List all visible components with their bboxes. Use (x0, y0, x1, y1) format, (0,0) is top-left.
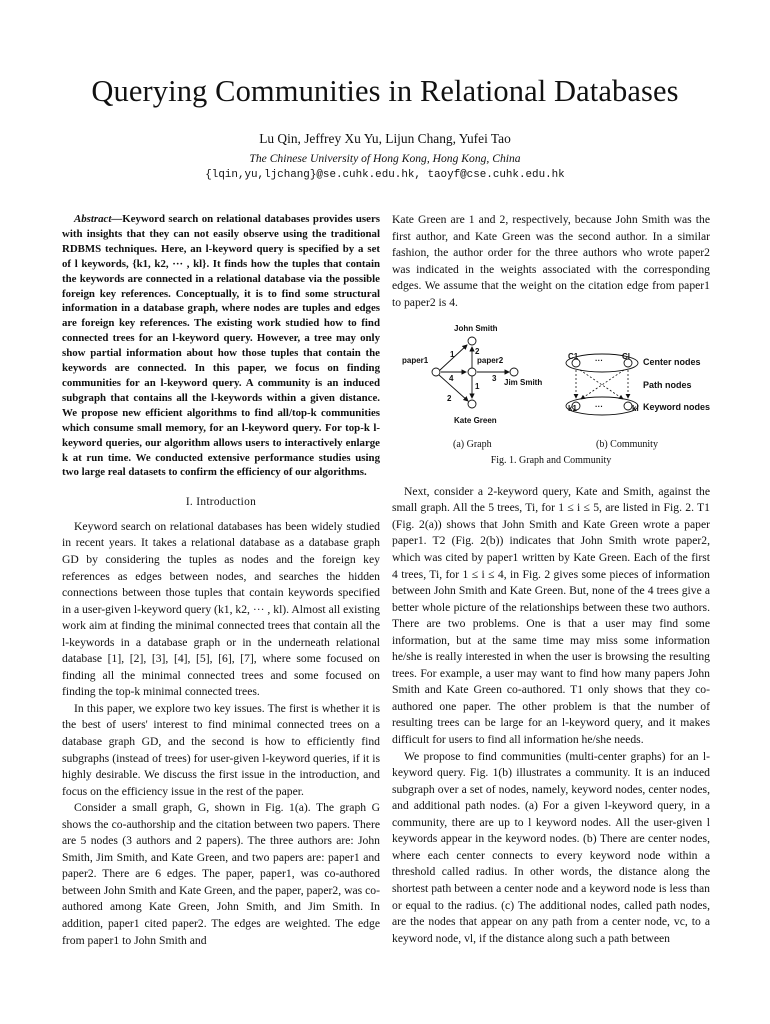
subcaption-a: (a) Graph (453, 439, 492, 451)
community-b (566, 352, 710, 415)
node-kl (624, 402, 632, 410)
legend-center-nodes: Center nodes (643, 357, 701, 368)
subcaption-b: (b) Community (596, 439, 658, 451)
label-kate: Kate Green (454, 416, 497, 426)
label-kl: kl (632, 404, 639, 414)
figure-1-graphic (392, 319, 710, 437)
paragraph: In this paper, we explore two key issues. The first is whether it is the best of users' interest to find minimal connected trees on a database graph GD, and the second is how to efficiently find subgraphs (instead of trees) for user-given l-keyword queries, if it is highly desirable. We discuss the first issue in the introduction, and focus on the efficiency issue in the rest of the paper. (62, 701, 380, 798)
weight-paper2-jim: 3 (492, 374, 497, 384)
label-paper2: paper2 (477, 356, 504, 366)
label-cdots: ··· (595, 356, 603, 366)
abstract-lead: Abstract— (74, 213, 123, 225)
path-cl-k1 (581, 370, 624, 399)
paragraph: Keyword search on relational databases has been widely studied in recent years. It takes a relational database as a database graph GD by considering the tuples as nodes and the foreign key references as edges between nodes, and searches the hidden connections between those tuples that contain keywords specified in a user-given l-keyword query (k1, k2, ··· , kl). Almost all existing work aim at finding the minimal connected trees that contain all the l-keywords in a database graph or in the underneath relational database [1], [2], [3], [4], [5], [6], [7], where some focused on finding all the minimal connected trees and some focused on finding the top-k minimal connected trees. (62, 519, 380, 699)
abstract (62, 212, 380, 480)
path-c1-kl (580, 370, 623, 399)
paper-title: Querying Communities in Relational Databases (91, 74, 679, 108)
figure-1-subcaptions (392, 437, 710, 453)
edge-paper1-kate (439, 375, 468, 404)
node-kate (468, 400, 476, 408)
node-paper1 (432, 368, 440, 376)
right-column (392, 212, 710, 947)
figure-1 (392, 319, 710, 437)
label-kdots: ··· (595, 402, 603, 412)
figure-1-caption: Fig. 1. Graph and Community (490, 455, 612, 467)
author-list: Lu Qin, Jeffrey Xu Yu, Lijun Chang, Yufei Tao (259, 131, 511, 146)
paragraph: We propose to find communities (multi-center graphs) for an l-keyword query. Fig. 1(b) illustrates a community. It is an induced subgraph over a set of nodes, namely, keyword nodes, center nodes, and additional path nodes. (a) For a given l-keyword query, in a community, there are up to l keyword nodes. All the user-given l keywords appear in the keyword nodes. (b) There are center nodes, where each center connects to every keyword node within a threshold called radius. In other words, the distance along the shortest path between a center node and a keyword node is less than or equal to the radius. (c) The additional nodes, called path nodes, are the nodes that appear on any path from a center node, vc, to a keyword node, vl, if the distance along such a path between (392, 749, 710, 945)
node-jim (510, 368, 518, 376)
affiliation: The Chinese University of Hong Kong, Hong Kong, China (249, 152, 521, 165)
weight-paper2-kate: 1 (475, 382, 480, 392)
weight-paper1-paper2: 4 (449, 374, 454, 384)
paragraph: Kate Green are 1 and 2, respectively, because John Smith was the first author, and Kate Green was the second author. In a similar fashion, the author order for the three authors who wrote paper2 was indicated in the weights associated with the corresponding edges. We assume that the weight on the citation edge from paper1 to paper2 is 4. (392, 213, 710, 309)
label-k1: k1 (568, 404, 577, 414)
node-paper2 (468, 368, 476, 376)
section-heading-introduction: I. Introduction (185, 496, 257, 509)
legend-keyword-nodes: Keyword nodes (643, 402, 710, 413)
label-paper1: paper1 (402, 356, 429, 366)
paragraph: Next, consider a 2-keyword query, Kate and Smith, against the small graph. All the 5 trees, Ti, for 1 ≤ i ≤ 5, are listed in Fig. 2. T1 (Fig. 2(a)) shows that John Smith and Kate Green wrote a paper paper1. T2 (Fig. 2(b)) indicates that John Smith wrote paper2, which was cited by paper1 written by Kate Green. Each of the first 4 trees, Ti, for 1 ≤ i ≤ 4, in Fig. 2 gives some pieces of information between John Smith and Kate Green. But, none of the 4 trees give a better whole picture of the relationships between these two authors. There are two problems. One is that a user may find some information, but at the same time may miss some information he/she is really interested in when the user is browsing the resulting trees. For example, a user may want to find how many papers John Smith and Kate Green co-authored. T1 only shows that they co-authored one paper. The other problem is that the number of resulting trees can be large for an l-keyword query, and it makes difficult for users to find all information he/she needs. (392, 484, 710, 747)
label-c1: C1 (568, 352, 579, 362)
graph-a (402, 324, 542, 425)
weight-paper2-john: 2 (475, 347, 480, 357)
weight-paper1-kate: 2 (447, 394, 452, 404)
abstract-text: Keyword search on relational databases provides users with insights that they can not easily observe using the traditional RDBMS techniques. Here, an l-keyword query is specified by a set of l keywords, {k1, k2, ··· , kl}. It finds how the tuples that contain the keywords are connected in a relational database via the possible foreign key references. Conceptually, it is to find some structural information in a database graph, where nodes are tuples and edges are foreign key references. The existing work studied how to find connected trees for an l-keyword query. However, a tree may only show partial information about how those tuples that contain the keywords are connected. In this paper, we focus on finding communities for an l-keyword query. A community is an induced subgraph that contains all the l-keywords within a given distance. We propose new efficient algorithms to find all/top-k communities which consume small memory, for an l-keyword query. For top-k l-keyword queries, our algorithm allows users to interactively enlarge k at run time. We conducted extensive performance studies using two large real datasets to confirm the efficiency of our algorithms. (62, 213, 380, 479)
node-john (468, 337, 476, 345)
weight-paper1-john: 1 (450, 350, 455, 360)
paragraph: Consider a small graph, G, shown in Fig. 1(a). The graph G shows the co-authorship and the citation between two papers. There are 5 nodes (3 authors and 2 papers). The three authors are: John Smith, Jim Smith, and Kate Green, and two papers are: paper1 and paper2. There are 6 edges. The paper, paper1, was co-authored between John Smith and Kate Green, and the paper, paper2, was co-authored among Kate Green, John Smith, and Jim Smith. In addition, paper1 cited paper2. The edges are weighted. The edge from paper1 to John Smith and (62, 801, 380, 947)
label-john: John Smith (454, 324, 498, 334)
label-cl: Cl (622, 352, 630, 362)
email-list: {lqin,yu,ljchang}@se.cuhk.edu.hk, taoyf@cse.cuhk.edu.hk (205, 169, 565, 181)
label-jim: Jim Smith (504, 378, 543, 388)
left-column (62, 212, 380, 949)
legend-path-nodes: Path nodes (643, 380, 692, 391)
